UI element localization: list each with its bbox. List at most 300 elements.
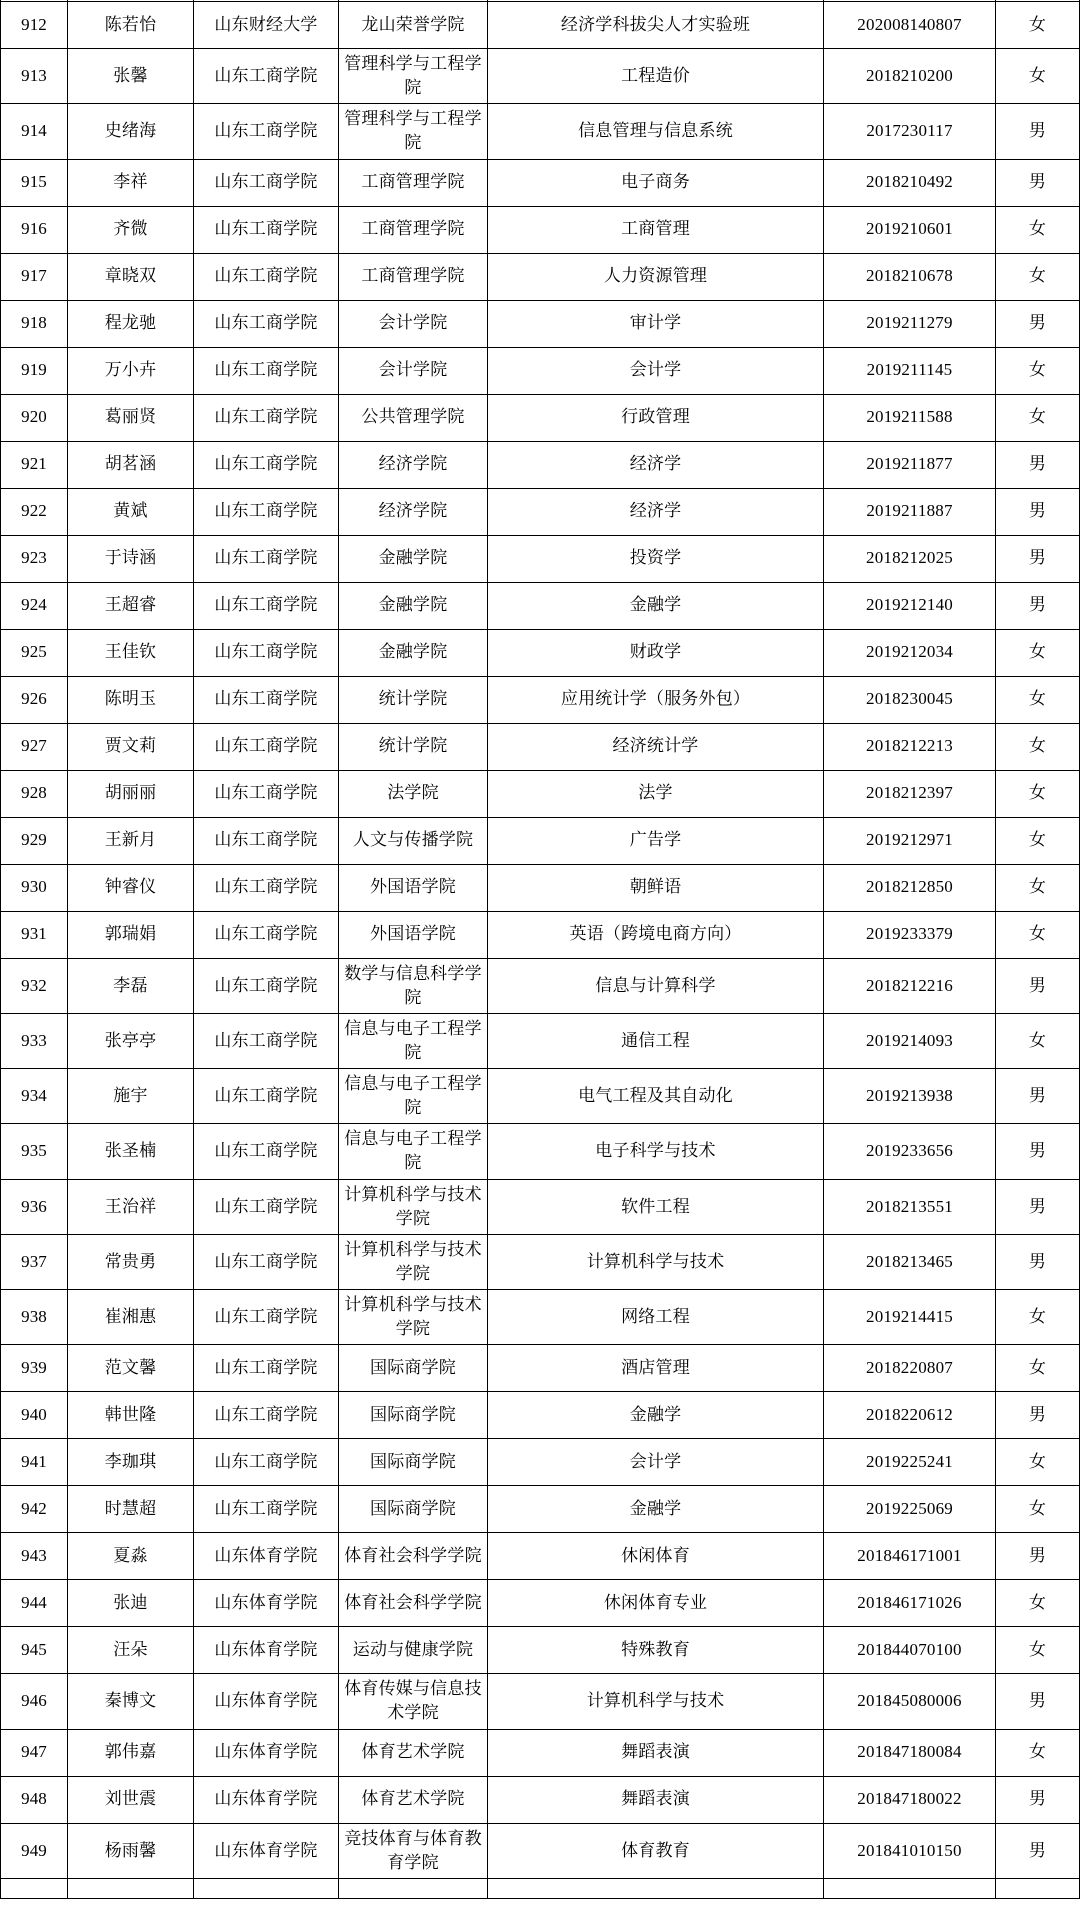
cell-major: 朝鲜语 <box>488 864 824 911</box>
cell-college: 经济学院 <box>339 488 488 535</box>
cell-school: 山东工商学院 <box>194 1013 339 1068</box>
cell-school: 山东工商学院 <box>194 864 339 911</box>
table-row <box>1 1729 1080 1776</box>
cell-school: 山东工商学院 <box>194 206 339 253</box>
cell-major: 经济统计学 <box>488 723 824 770</box>
cell-name: 于诗涵 <box>68 535 194 582</box>
cell-name: 黄斌 <box>68 488 194 535</box>
table-row <box>1 1069 1080 1124</box>
table-row <box>1 629 1080 676</box>
cell-college: 会计学院 <box>339 300 488 347</box>
cell-college: 信息与电子工程学院 <box>339 1013 488 1068</box>
cell-gender: 男 <box>996 1179 1080 1234</box>
cell-gender: 女 <box>996 49 1080 104</box>
table-row <box>1 1776 1080 1823</box>
cell-gender: 女 <box>996 864 1080 911</box>
cell-index: 937 <box>1 1234 68 1289</box>
cell-college: 信息与电子工程学院 <box>339 1069 488 1124</box>
cell-index: 929 <box>1 817 68 864</box>
cell-gender: 男 <box>996 300 1080 347</box>
cell-index: 923 <box>1 535 68 582</box>
cell-name: 万小卉 <box>68 347 194 394</box>
cell-index: 948 <box>1 1776 68 1823</box>
table-row <box>1 535 1080 582</box>
cell-student-id: 2018210492 <box>824 159 996 206</box>
cell-student-id: 2018212216 <box>824 958 996 1013</box>
cell-major <box>488 1878 824 1898</box>
cell-index: 927 <box>1 723 68 770</box>
cell-school: 山东工商学院 <box>194 1439 339 1486</box>
cell-index: 918 <box>1 300 68 347</box>
cell-school: 山东体育学院 <box>194 1627 339 1674</box>
cell-school: 山东工商学院 <box>194 1234 339 1289</box>
cell-name: 时慧超 <box>68 1486 194 1533</box>
cell-major: 休闲体育 <box>488 1533 824 1580</box>
cell-school: 山东工商学院 <box>194 582 339 629</box>
cell-college: 外国语学院 <box>339 864 488 911</box>
cell-major: 休闲体育专业 <box>488 1580 824 1627</box>
table-row <box>1 1290 1080 1345</box>
table-row <box>1 864 1080 911</box>
cell-school <box>194 1878 339 1898</box>
cell-index: 944 <box>1 1580 68 1627</box>
cell-student-id: 2018210678 <box>824 253 996 300</box>
cell-college: 体育传媒与信息技术学院 <box>339 1674 488 1729</box>
cell-college: 经济学院 <box>339 441 488 488</box>
cell-college: 公共管理学院 <box>339 394 488 441</box>
cell-gender: 男 <box>996 488 1080 535</box>
cell-student-id: 2019211877 <box>824 441 996 488</box>
cell-student-id: 201841010150 <box>824 1823 996 1878</box>
cell-college: 金融学院 <box>339 535 488 582</box>
cell-index: 936 <box>1 1179 68 1234</box>
cell-major: 应用统计学（服务外包） <box>488 676 824 723</box>
cell-major: 人力资源管理 <box>488 253 824 300</box>
cell-school: 山东工商学院 <box>194 104 339 159</box>
cell-gender: 女 <box>996 253 1080 300</box>
cell-index: 919 <box>1 347 68 394</box>
cell-index: 949 <box>1 1823 68 1878</box>
cell-index: 913 <box>1 49 68 104</box>
cell-gender: 男 <box>996 441 1080 488</box>
cell-name: 张馨 <box>68 49 194 104</box>
cell-index: 941 <box>1 1439 68 1486</box>
cell-name: 程龙驰 <box>68 300 194 347</box>
table-row-clipped-bottom <box>1 1878 1080 1898</box>
table-row <box>1 723 1080 770</box>
cell-school: 山东工商学院 <box>194 770 339 817</box>
cell-name: 范文馨 <box>68 1345 194 1392</box>
cell-student-id: 2018230045 <box>824 676 996 723</box>
cell-gender: 女 <box>996 1290 1080 1345</box>
cell-student-id: 2018220612 <box>824 1392 996 1439</box>
cell-name: 胡茗涵 <box>68 441 194 488</box>
cell-student-id: 2019213938 <box>824 1069 996 1124</box>
cell-index: 935 <box>1 1124 68 1179</box>
cell-name: 葛丽贤 <box>68 394 194 441</box>
cell-index: 940 <box>1 1392 68 1439</box>
cell-student-id: 2019214093 <box>824 1013 996 1068</box>
cell-college: 会计学院 <box>339 347 488 394</box>
cell-index: 917 <box>1 253 68 300</box>
cell-gender: 女 <box>996 2 1080 49</box>
table-row <box>1 958 1080 1013</box>
cell-major: 通信工程 <box>488 1013 824 1068</box>
table-row <box>1 2 1080 49</box>
table-row <box>1 104 1080 159</box>
cell-index: 915 <box>1 159 68 206</box>
cell-index: 932 <box>1 958 68 1013</box>
cell-index: 934 <box>1 1069 68 1124</box>
cell-major: 计算机科学与技术 <box>488 1674 824 1729</box>
cell-name: 王治祥 <box>68 1179 194 1234</box>
cell-index: 914 <box>1 104 68 159</box>
cell-major: 金融学 <box>488 582 824 629</box>
cell-name: 王佳钦 <box>68 629 194 676</box>
cell-gender: 男 <box>996 1234 1080 1289</box>
cell-gender: 女 <box>996 1580 1080 1627</box>
cell-name: 郭瑞娟 <box>68 911 194 958</box>
table-row <box>1 770 1080 817</box>
cell-student-id: 2017230117 <box>824 104 996 159</box>
cell-student-id <box>824 1878 996 1898</box>
cell-school: 山东工商学院 <box>194 958 339 1013</box>
cell-major: 经济学 <box>488 488 824 535</box>
cell-major: 信息与计算科学 <box>488 958 824 1013</box>
cell-major: 舞蹈表演 <box>488 1729 824 1776</box>
cell-major: 广告学 <box>488 817 824 864</box>
cell-gender: 女 <box>996 676 1080 723</box>
cell-gender: 男 <box>996 104 1080 159</box>
cell-school: 山东工商学院 <box>194 1392 339 1439</box>
table-row <box>1 1627 1080 1674</box>
cell-gender: 男 <box>996 1124 1080 1179</box>
cell-major: 金融学 <box>488 1392 824 1439</box>
cell-major: 工商管理 <box>488 206 824 253</box>
table-row <box>1 676 1080 723</box>
cell-student-id: 2018210200 <box>824 49 996 104</box>
table-row <box>1 49 1080 104</box>
cell-school: 山东工商学院 <box>194 1179 339 1234</box>
roster-table-body <box>1 0 1080 1898</box>
cell-college: 运动与健康学院 <box>339 1627 488 1674</box>
cell-student-id: 2019212140 <box>824 582 996 629</box>
cell-major: 金融学 <box>488 1486 824 1533</box>
cell-college: 工商管理学院 <box>339 159 488 206</box>
cell-school: 山东体育学院 <box>194 1776 339 1823</box>
cell-gender: 男 <box>996 1533 1080 1580</box>
cell-major: 会计学 <box>488 347 824 394</box>
cell-major: 行政管理 <box>488 394 824 441</box>
cell-school: 山东工商学院 <box>194 1124 339 1179</box>
cell-school: 山东工商学院 <box>194 394 339 441</box>
cell-student-id: 201847180084 <box>824 1729 996 1776</box>
cell-major: 审计学 <box>488 300 824 347</box>
cell-major: 计算机科学与技术 <box>488 1234 824 1289</box>
cell-major: 工程造价 <box>488 49 824 104</box>
cell-name: 常贵勇 <box>68 1234 194 1289</box>
cell-student-id: 2019225069 <box>824 1486 996 1533</box>
cell-index: 928 <box>1 770 68 817</box>
table-row <box>1 394 1080 441</box>
cell-student-id: 202008140807 <box>824 2 996 49</box>
cell-student-id: 201844070100 <box>824 1627 996 1674</box>
cell-index: 916 <box>1 206 68 253</box>
cell-gender: 女 <box>996 1439 1080 1486</box>
cell-school: 山东工商学院 <box>194 676 339 723</box>
cell-school: 山东工商学院 <box>194 49 339 104</box>
cell-name: 刘世震 <box>68 1776 194 1823</box>
cell-gender: 男 <box>996 582 1080 629</box>
cell-name: 夏淼 <box>68 1533 194 1580</box>
cell-college: 管理科学与工程学院 <box>339 49 488 104</box>
cell-major: 会计学 <box>488 1439 824 1486</box>
cell-gender: 男 <box>996 535 1080 582</box>
cell-student-id: 2019233379 <box>824 911 996 958</box>
cell-college: 体育艺术学院 <box>339 1729 488 1776</box>
cell-index: 939 <box>1 1345 68 1392</box>
cell-major: 软件工程 <box>488 1179 824 1234</box>
cell-name: 李祥 <box>68 159 194 206</box>
cell-name: 李珈琪 <box>68 1439 194 1486</box>
cell-major: 酒店管理 <box>488 1345 824 1392</box>
cell-gender: 女 <box>996 1486 1080 1533</box>
cell-name: 齐微 <box>68 206 194 253</box>
table-row <box>1 1823 1080 1878</box>
cell-student-id: 2018212850 <box>824 864 996 911</box>
cell-index: 946 <box>1 1674 68 1729</box>
cell-name: 崔湘惠 <box>68 1290 194 1345</box>
cell-name: 汪朵 <box>68 1627 194 1674</box>
cell-student-id: 201846171026 <box>824 1580 996 1627</box>
cell-student-id: 2018213465 <box>824 1234 996 1289</box>
cell-college: 数学与信息科学学院 <box>339 958 488 1013</box>
cell-gender: 女 <box>996 1345 1080 1392</box>
cell-gender: 女 <box>996 347 1080 394</box>
cell-name: 王超睿 <box>68 582 194 629</box>
cell-gender: 男 <box>996 1776 1080 1823</box>
cell-name: 张亭亭 <box>68 1013 194 1068</box>
cell-student-id: 2018213551 <box>824 1179 996 1234</box>
cell-student-id: 201845080006 <box>824 1674 996 1729</box>
cell-student-id: 201847180022 <box>824 1776 996 1823</box>
cell-name: 张迪 <box>68 1580 194 1627</box>
cell-school: 山东工商学院 <box>194 723 339 770</box>
cell-name: 陈明玉 <box>68 676 194 723</box>
cell-student-id: 2019214415 <box>824 1290 996 1345</box>
cell-index: 943 <box>1 1533 68 1580</box>
cell-school: 山东工商学院 <box>194 347 339 394</box>
cell-name: 史绪海 <box>68 104 194 159</box>
cell-major: 英语（跨境电商方向） <box>488 911 824 958</box>
cell-college: 国际商学院 <box>339 1486 488 1533</box>
cell-gender: 男 <box>996 1069 1080 1124</box>
cell-name: 胡丽丽 <box>68 770 194 817</box>
cell-college: 国际商学院 <box>339 1439 488 1486</box>
table-row <box>1 159 1080 206</box>
cell-gender: 女 <box>996 911 1080 958</box>
cell-student-id: 2018220807 <box>824 1345 996 1392</box>
cell-name: 王新月 <box>68 817 194 864</box>
cell-index: 933 <box>1 1013 68 1068</box>
cell-school: 山东体育学院 <box>194 1729 339 1776</box>
table-row <box>1 582 1080 629</box>
cell-major: 舞蹈表演 <box>488 1776 824 1823</box>
table-row <box>1 441 1080 488</box>
table-row <box>1 1486 1080 1533</box>
cell-college: 外国语学院 <box>339 911 488 958</box>
cell-school: 山东工商学院 <box>194 300 339 347</box>
cell-index: 942 <box>1 1486 68 1533</box>
cell-student-id: 2019210601 <box>824 206 996 253</box>
cell-major: 财政学 <box>488 629 824 676</box>
cell-school: 山东体育学院 <box>194 1580 339 1627</box>
cell-college: 计算机科学与技术学院 <box>339 1234 488 1289</box>
cell-index: 930 <box>1 864 68 911</box>
cell-college: 计算机科学与技术学院 <box>339 1290 488 1345</box>
cell-school: 山东工商学院 <box>194 1290 339 1345</box>
cell-school: 山东工商学院 <box>194 1486 339 1533</box>
cell-name: 钟睿仪 <box>68 864 194 911</box>
cell-gender: 女 <box>996 1627 1080 1674</box>
cell-index <box>1 1878 68 1898</box>
cell-school: 山东工商学院 <box>194 488 339 535</box>
cell-gender: 女 <box>996 723 1080 770</box>
cell-college: 法学院 <box>339 770 488 817</box>
cell-name: 李磊 <box>68 958 194 1013</box>
table-row <box>1 347 1080 394</box>
cell-major: 投资学 <box>488 535 824 582</box>
cell-gender: 女 <box>996 206 1080 253</box>
cell-student-id: 2019211145 <box>824 347 996 394</box>
table-row <box>1 1124 1080 1179</box>
cell-major: 特殊教育 <box>488 1627 824 1674</box>
cell-name: 章晓双 <box>68 253 194 300</box>
cell-gender: 女 <box>996 629 1080 676</box>
cell-major: 电子科学与技术 <box>488 1124 824 1179</box>
cell-school: 山东工商学院 <box>194 253 339 300</box>
cell-school: 山东体育学院 <box>194 1823 339 1878</box>
cell-index: 922 <box>1 488 68 535</box>
cell-name <box>68 1878 194 1898</box>
cell-college: 国际商学院 <box>339 1345 488 1392</box>
table-row <box>1 1580 1080 1627</box>
cell-index: 931 <box>1 911 68 958</box>
cell-name: 韩世隆 <box>68 1392 194 1439</box>
cell-college: 体育社会科学学院 <box>339 1533 488 1580</box>
cell-index: 945 <box>1 1627 68 1674</box>
cell-college: 金融学院 <box>339 629 488 676</box>
cell-student-id: 2018212213 <box>824 723 996 770</box>
cell-college: 信息与电子工程学院 <box>339 1124 488 1179</box>
cell-student-id: 2019212971 <box>824 817 996 864</box>
table-row <box>1 1439 1080 1486</box>
cell-name: 秦博文 <box>68 1674 194 1729</box>
cell-college: 管理科学与工程学院 <box>339 104 488 159</box>
table-row <box>1 488 1080 535</box>
cell-gender: 男 <box>996 1674 1080 1729</box>
cell-major: 法学 <box>488 770 824 817</box>
cell-index: 924 <box>1 582 68 629</box>
cell-major: 体育教育 <box>488 1823 824 1878</box>
cell-college: 国际商学院 <box>339 1392 488 1439</box>
table-row <box>1 817 1080 864</box>
cell-college: 工商管理学院 <box>339 253 488 300</box>
cell-student-id: 2019211588 <box>824 394 996 441</box>
cell-college: 统计学院 <box>339 723 488 770</box>
cell-college: 计算机科学与技术学院 <box>339 1179 488 1234</box>
cell-college: 龙山荣誉学院 <box>339 2 488 49</box>
cell-major: 信息管理与信息系统 <box>488 104 824 159</box>
cell-college: 体育艺术学院 <box>339 1776 488 1823</box>
cell-school: 山东工商学院 <box>194 441 339 488</box>
cell-student-id: 2019212034 <box>824 629 996 676</box>
cell-student-id: 2018212025 <box>824 535 996 582</box>
cell-major: 经济学科拔尖人才实验班 <box>488 2 824 49</box>
cell-school: 山东工商学院 <box>194 629 339 676</box>
cell-school: 山东工商学院 <box>194 911 339 958</box>
table-row <box>1 1234 1080 1289</box>
table-row <box>1 253 1080 300</box>
cell-major: 电子商务 <box>488 159 824 206</box>
cell-school: 山东财经大学 <box>194 2 339 49</box>
cell-gender: 女 <box>996 1729 1080 1776</box>
cell-name: 陈若怡 <box>68 2 194 49</box>
cell-gender: 男 <box>996 958 1080 1013</box>
cell-college: 金融学院 <box>339 582 488 629</box>
cell-name: 郭伟嘉 <box>68 1729 194 1776</box>
cell-index: 926 <box>1 676 68 723</box>
cell-index: 938 <box>1 1290 68 1345</box>
table-row <box>1 911 1080 958</box>
cell-name: 张圣楠 <box>68 1124 194 1179</box>
cell-college: 统计学院 <box>339 676 488 723</box>
cell-college: 工商管理学院 <box>339 206 488 253</box>
table-row <box>1 1533 1080 1580</box>
cell-major: 电气工程及其自动化 <box>488 1069 824 1124</box>
cell-gender: 男 <box>996 1392 1080 1439</box>
cell-index: 920 <box>1 394 68 441</box>
cell-school: 山东体育学院 <box>194 1674 339 1729</box>
cell-school: 山东工商学院 <box>194 1069 339 1124</box>
table-row <box>1 1179 1080 1234</box>
cell-student-id: 2019211279 <box>824 300 996 347</box>
table-row <box>1 300 1080 347</box>
table-row <box>1 1674 1080 1729</box>
cell-index: 947 <box>1 1729 68 1776</box>
table-row <box>1 1013 1080 1068</box>
cell-college: 竞技体育与体育教育学院 <box>339 1823 488 1878</box>
cell-index: 912 <box>1 2 68 49</box>
cell-student-id: 2019225241 <box>824 1439 996 1486</box>
table-row <box>1 206 1080 253</box>
cell-gender: 女 <box>996 1013 1080 1068</box>
cell-major: 网络工程 <box>488 1290 824 1345</box>
table-row <box>1 1345 1080 1392</box>
cell-name: 杨雨馨 <box>68 1823 194 1878</box>
cell-name: 贾文莉 <box>68 723 194 770</box>
cell-student-id: 2019233656 <box>824 1124 996 1179</box>
cell-school: 山东体育学院 <box>194 1533 339 1580</box>
cell-school: 山东工商学院 <box>194 159 339 206</box>
cell-gender: 女 <box>996 817 1080 864</box>
cell-major: 经济学 <box>488 441 824 488</box>
cell-college: 体育社会科学学院 <box>339 1580 488 1627</box>
cell-college: 人文与传播学院 <box>339 817 488 864</box>
cell-index: 925 <box>1 629 68 676</box>
cell-gender: 男 <box>996 1823 1080 1878</box>
cell-student-id: 2018212397 <box>824 770 996 817</box>
